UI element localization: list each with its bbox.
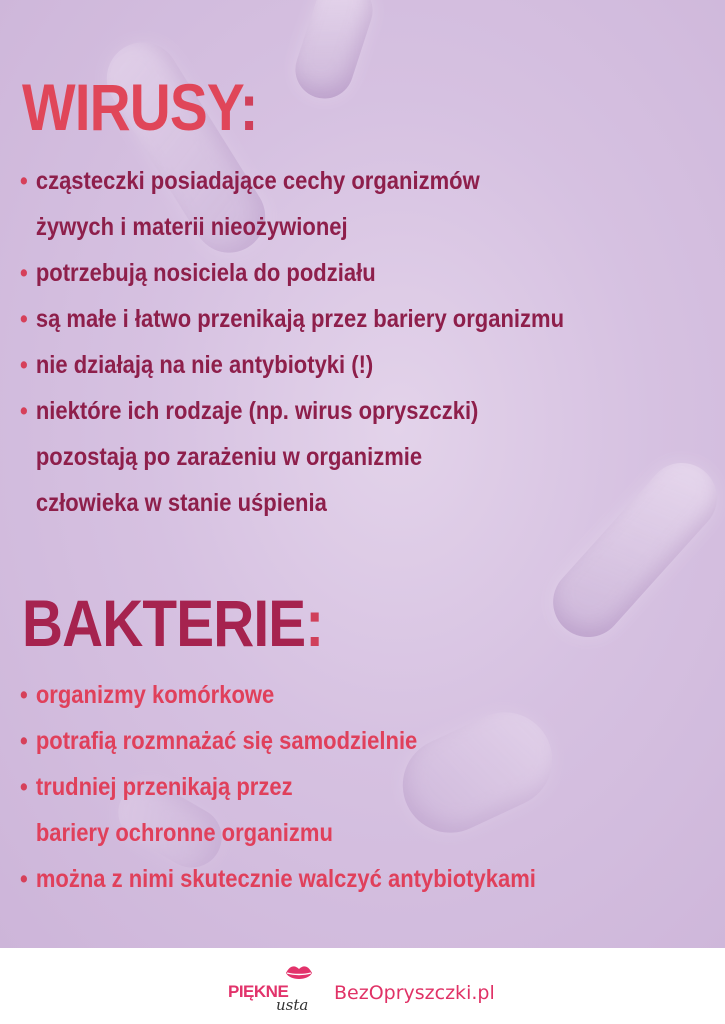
- bakterie-heading-text: BAKTERIE: [22, 586, 306, 660]
- bullet-point: •: [20, 727, 28, 755]
- list-item: [20, 856, 536, 902]
- logo-script-text: usta: [276, 996, 309, 1014]
- bakterie-heading: [22, 586, 324, 660]
- logo-wordmark: PIĘKNE: [228, 982, 289, 1001]
- list-item-line: nie działają na nie antybiotyki (!): [35, 351, 374, 379]
- bullet-point: •: [20, 351, 28, 379]
- bakterie-list: [20, 672, 606, 902]
- bullet-point: •: [20, 865, 28, 893]
- wirusy-list: [20, 158, 638, 526]
- bakterie-heading-colon: :: [305, 586, 324, 660]
- bullet-point: •: [20, 305, 28, 333]
- wirusy-heading-colon: :: [239, 70, 258, 144]
- bullet-point: •: [20, 681, 28, 709]
- bullet-point: •: [20, 167, 28, 195]
- site-link[interactable]: BezOpryszczki.pl: [334, 982, 495, 1004]
- list-item-line: bariery ochronne organizmu: [35, 819, 333, 847]
- list-item: [20, 718, 536, 764]
- lips-icon: [284, 962, 314, 984]
- list-item-line: można z nimi skutecznie walczyć antybiotykami: [35, 865, 536, 893]
- footer: [0, 948, 725, 1024]
- bullet-point: •: [20, 259, 28, 287]
- list-item-line: pozostają po zarażeniu w organizmie: [35, 443, 423, 471]
- bullet-point: •: [20, 397, 28, 425]
- wirusy-heading: [22, 70, 258, 144]
- list-item-line: organizmy komórkowe: [35, 681, 275, 709]
- list-item-line: żywych i materii nieożywionej: [35, 213, 348, 241]
- list-item-line: człowieka w stanie uśpienia: [35, 489, 327, 517]
- list-item-line: cząsteczki posiadające cechy organizmów: [35, 167, 480, 195]
- list-item: [20, 296, 564, 342]
- list-item: [20, 764, 536, 856]
- bacterium-illustration: [288, 0, 380, 106]
- list-item-line: są małe i łatwo przenikają przez bariery organizmu: [35, 305, 565, 333]
- list-item-line: trudniej przenikają przez: [35, 773, 293, 801]
- list-item: [20, 388, 564, 526]
- bullet-point: •: [20, 773, 28, 801]
- list-item: [20, 158, 564, 250]
- list-item-line: niektóre ich rodzaje (np. wirus opryszczki): [35, 397, 479, 425]
- list-item-line: potrzebują nosiciela do podziału: [35, 259, 376, 287]
- wirusy-heading-text: WIRUSY: [22, 70, 240, 144]
- list-item-line: potrafią rozmnażać się samodzielnie: [35, 727, 418, 755]
- list-item: [20, 342, 564, 388]
- piekne-usta-logo[interactable]: [226, 962, 326, 1014]
- list-item: [20, 672, 536, 718]
- list-item: [20, 250, 564, 296]
